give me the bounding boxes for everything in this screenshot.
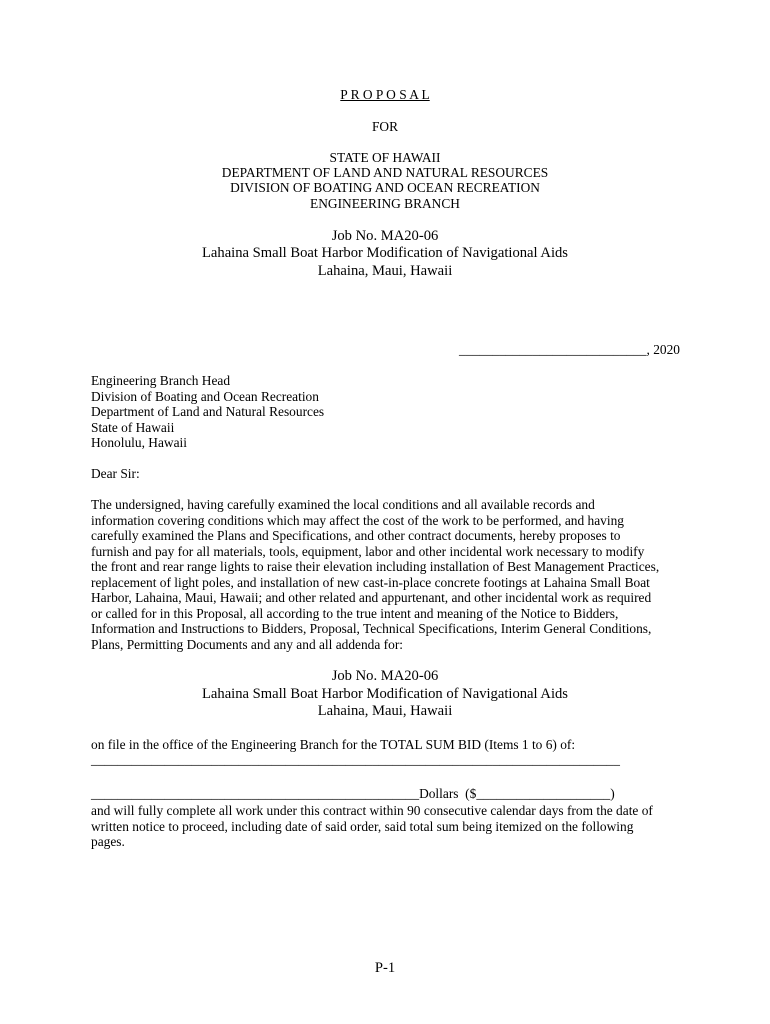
body-line: the front and rear range lights to raise their elevation including installation of Best Management Practices,	[91, 559, 660, 574]
closing-line: pages.	[91, 834, 125, 849]
agency-line: DIVISION OF BOATING AND OCEAN RECREATION	[230, 180, 540, 195]
bid-intro: on file in the office of the Engineering Branch for the TOTAL SUM BID (Items 1 to 6) of:	[91, 737, 576, 752]
agency-line: DEPARTMENT OF LAND AND NATURAL RESOURCES	[221, 165, 549, 180]
bid-blank-line: _______________________________________________________________________________	[91, 752, 620, 767]
proposal-title: P R O P O S A L	[340, 87, 430, 102]
closing-line: and will fully complete all work under this contract within 90 consecutive calendar days from the date of	[91, 803, 653, 818]
body-line: information covering conditions which may affect the cost of the work to be performed, and having	[91, 513, 624, 528]
salutation: Dear Sir:	[91, 466, 140, 481]
body-line: carefully examined the Plans and Specifications, and other contract documents, hereby proposes to	[91, 528, 621, 543]
body-line: The undersigned, having carefully examined the local conditions and all available records and	[91, 497, 595, 512]
addressee-line: Engineering Branch Head	[91, 373, 231, 388]
closing-line: written notice to proceed, including date of said order, said total sum being itemized on the following	[91, 819, 634, 834]
job-number: Job No. MA20-06	[331, 228, 439, 244]
job-title: Lahaina Small Boat Harbor Modification of Navigational Aids	[202, 245, 568, 261]
addressee-line: Honolulu, Hawaii	[91, 435, 187, 450]
body-line: or called for in this Proposal, all according to the true intent and meaning of the Notice to Bidders,	[91, 606, 619, 621]
body-line: furnish and pay for all materials, tools, equipment, labor and other incidental work necessary to modify	[91, 544, 645, 559]
dollars-line: _________________________________________________Dollars ($____________________)	[91, 786, 615, 801]
job-location: Lahaina, Maui, Hawaii	[317, 263, 453, 279]
body-line: Plans, Permitting Documents and any and all addenda for:	[91, 637, 404, 652]
job-title: Lahaina Small Boat Harbor Modification of Navigational Aids	[202, 686, 568, 702]
date-line: ____________________________, 2020	[459, 342, 680, 357]
body-line: Harbor, Lahaina, Maui, Hawaii; and other related and appurtenant, and other incidental work as required	[91, 590, 652, 605]
addressee-line: Department of Land and Natural Resources	[91, 404, 325, 419]
body-line: Information and Instructions to Bidders, Proposal, Technical Specifications, Interim General Conditions,	[91, 621, 652, 636]
agency-line: STATE OF HAWAII	[329, 150, 441, 165]
job-location: Lahaina, Maui, Hawaii	[317, 703, 453, 719]
body-line: replacement of light poles, and installation of new cast-in-place concrete footings at Lahaina Small Boat	[91, 575, 650, 590]
for-label: FOR	[371, 119, 399, 134]
agency-line: ENGINEERING BRANCH	[310, 196, 460, 211]
job-number: Job No. MA20-06	[331, 668, 439, 684]
addressee-line: State of Hawaii	[91, 420, 175, 435]
addressee-line: Division of Boating and Ocean Recreation	[91, 389, 319, 404]
page-number: P-1	[374, 960, 396, 976]
